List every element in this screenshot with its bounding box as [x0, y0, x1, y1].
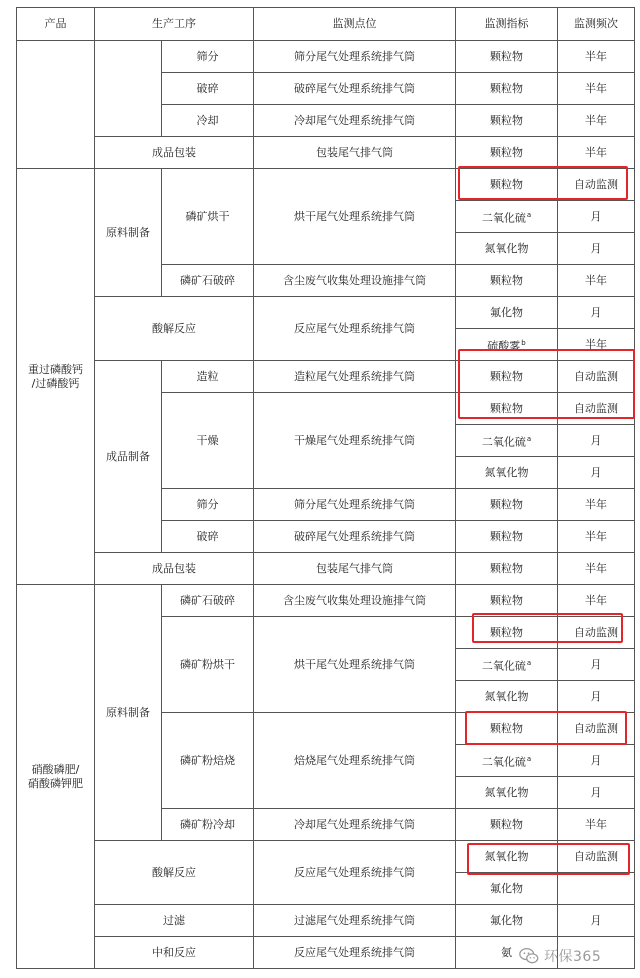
table-row: [17, 905, 635, 937]
indicator-cell: [456, 329, 558, 361]
footnote-mark: a: [526, 210, 532, 219]
subprocess-cell: 磷矿粉烘干: [162, 617, 254, 713]
frequency-cell: 自动监测: [558, 169, 635, 201]
footnote-mark: a: [526, 658, 532, 667]
point-cell: 破碎尾气处理系统排气筒: [254, 73, 456, 105]
frequency-cell: 月: [558, 745, 635, 777]
wechat-icon: [518, 945, 540, 967]
indicator-cell: 颗粒物: [456, 393, 558, 425]
point-cell: 冷却尾气处理系统排气筒: [254, 105, 456, 137]
product-cell: 硝酸磷肥/ 硝酸磷钾肥: [17, 585, 95, 969]
table-row: [17, 297, 635, 329]
point-cell: 烘干尾气处理系统排气筒: [254, 169, 456, 265]
frequency-cell: 自动监测: [558, 841, 635, 873]
subprocess-cell: 冷却: [162, 105, 254, 137]
indicator-cell: 氟化物: [456, 297, 558, 329]
indicator-cell: [456, 425, 558, 457]
subprocess-cell: 磷矿粉冷却: [162, 809, 254, 841]
process-cell: 原料制备: [95, 169, 162, 297]
indicator-text: 二氧化硫: [481, 211, 526, 225]
indicator-cell: 氮氧化物: [456, 233, 558, 265]
frequency-cell: 月: [558, 457, 635, 489]
table-row: [17, 169, 635, 201]
frequency-cell: 月: [558, 649, 635, 681]
process-cell: 酸解反应: [95, 297, 254, 361]
frequency-cell: [558, 873, 635, 905]
indicator-cell: 颗粒物: [456, 41, 558, 73]
subprocess-cell: 破碎: [162, 73, 254, 105]
indicator-cell: 颗粒物: [456, 585, 558, 617]
point-cell: 包装尾气排气筒: [254, 137, 456, 169]
footnote-mark: a: [526, 754, 532, 763]
indicator-cell: [456, 649, 558, 681]
indicator-cell: 氨: [456, 937, 558, 969]
process-cell: 成品制备: [95, 361, 162, 553]
table-row: [17, 41, 635, 73]
indicator-text: 硫酸雾: [487, 339, 521, 353]
frequency-cell: 半年: [558, 41, 635, 73]
product-cell: [17, 41, 95, 169]
indicator-cell: 颗粒物: [456, 105, 558, 137]
frequency-cell: 月: [558, 777, 635, 809]
point-cell: 筛分尾气处理系统排气筒: [254, 41, 456, 73]
header-frequency: 监测频次: [558, 8, 635, 41]
indicator-text: 二氧化硫: [481, 659, 526, 673]
header-indicator: 监测指标: [456, 8, 558, 41]
frequency-cell: 半年: [558, 265, 635, 297]
table-row: [17, 841, 635, 873]
watermark: [518, 938, 638, 974]
frequency-cell: 自动监测: [558, 713, 635, 745]
point-cell: 冷却尾气处理系统排气筒: [254, 809, 456, 841]
header-product: 产品: [17, 8, 95, 41]
point-cell: 破碎尾气处理系统排气筒: [254, 521, 456, 553]
point-cell: 含尘废气收集处理设施排气筒: [254, 585, 456, 617]
frequency-cell: 月: [558, 681, 635, 713]
subprocess-cell: 磷矿粉焙烧: [162, 713, 254, 809]
process-cell: 中和反应: [95, 937, 254, 969]
indicator-cell: 颗粒物: [456, 489, 558, 521]
point-cell: 筛分尾气处理系统排气筒: [254, 489, 456, 521]
point-cell: 反应尾气处理系统排气筒: [254, 937, 456, 969]
indicator-cell: 颗粒物: [456, 617, 558, 649]
point-cell: 焙烧尾气处理系统排气筒: [254, 713, 456, 809]
indicator-cell: [456, 745, 558, 777]
indicator-cell: 颗粒物: [456, 809, 558, 841]
frequency-cell: 半年: [558, 585, 635, 617]
product-cell: 重过磷酸钙 /过磷酸钙: [17, 169, 95, 585]
indicator-text: 二氧化硫: [481, 435, 526, 449]
watermark-text: 环保365: [544, 949, 602, 965]
indicator-cell: 颗粒物: [456, 361, 558, 393]
frequency-cell: 半年: [558, 105, 635, 137]
point-cell: 干燥尾气处理系统排气筒: [254, 393, 456, 489]
process-cell: 酸解反应: [95, 841, 254, 905]
indicator-cell: 颗粒物: [456, 521, 558, 553]
subprocess-cell: 干燥: [162, 393, 254, 489]
frequency-cell: 半年: [558, 329, 635, 361]
point-cell: 过滤尾气处理系统排气筒: [254, 905, 456, 937]
indicator-cell: 氟化物: [456, 905, 558, 937]
indicator-cell: 颗粒物: [456, 713, 558, 745]
indicator-cell: 氮氧化物: [456, 841, 558, 873]
process-cell: [95, 41, 162, 137]
frequency-cell: 半年: [558, 521, 635, 553]
process-cell: 成品包装: [95, 553, 254, 585]
frequency-cell: 月: [558, 297, 635, 329]
frequency-cell: 月: [558, 905, 635, 937]
process-cell: 成品包装: [95, 137, 254, 169]
point-cell: 烘干尾气处理系统排气筒: [254, 617, 456, 713]
frequency-cell: 半年: [558, 553, 635, 585]
point-cell: 包装尾气排气筒: [254, 553, 456, 585]
table-header-row: [17, 8, 635, 41]
subprocess-cell: 磷矿石破碎: [162, 585, 254, 617]
indicator-cell: 氟化物: [456, 873, 558, 905]
frequency-cell: 月: [558, 233, 635, 265]
table-row: [17, 585, 635, 617]
process-cell: 原料制备: [95, 585, 162, 841]
frequency-cell: 半年: [558, 489, 635, 521]
indicator-cell: 颗粒物: [456, 73, 558, 105]
frequency-cell: 自动监测: [558, 617, 635, 649]
indicator-cell: [456, 201, 558, 233]
table-row: [17, 137, 635, 169]
frequency-cell: 自动监测: [558, 393, 635, 425]
indicator-cell: 氮氧化物: [456, 457, 558, 489]
point-cell: 造粒尾气处理系统排气筒: [254, 361, 456, 393]
subprocess-cell: 磷矿烘干: [162, 169, 254, 265]
table-row: [17, 553, 635, 585]
indicator-cell: 颗粒物: [456, 553, 558, 585]
monitoring-table: [16, 7, 635, 969]
footnote-mark: b: [521, 338, 526, 347]
table-row: [17, 361, 635, 393]
header-point: 监测点位: [254, 8, 456, 41]
frequency-cell: 半年: [558, 809, 635, 841]
indicator-cell: 颗粒物: [456, 137, 558, 169]
indicator-cell: 氮氧化物: [456, 777, 558, 809]
indicator-text: 二氧化硫: [481, 755, 526, 769]
indicator-cell: 氮氧化物: [456, 681, 558, 713]
process-cell: 过滤: [95, 905, 254, 937]
frequency-cell: 月: [558, 425, 635, 457]
subprocess-cell: 磷矿石破碎: [162, 265, 254, 297]
point-cell: 含尘废气收集处理设施排气筒: [254, 265, 456, 297]
indicator-cell: 颗粒物: [456, 265, 558, 297]
point-cell: 反应尾气处理系统排气筒: [254, 297, 456, 361]
header-process: 生产工序: [95, 8, 254, 41]
frequency-cell: 半年: [558, 137, 635, 169]
subprocess-cell: 破碎: [162, 521, 254, 553]
point-cell: 反应尾气处理系统排气筒: [254, 841, 456, 905]
footnote-mark: a: [526, 434, 532, 443]
frequency-cell: 月: [558, 201, 635, 233]
subprocess-cell: 筛分: [162, 41, 254, 73]
subprocess-cell: 造粒: [162, 361, 254, 393]
subprocess-cell: 筛分: [162, 489, 254, 521]
frequency-cell: 自动监测: [558, 361, 635, 393]
indicator-cell: 颗粒物: [456, 169, 558, 201]
frequency-cell: 半年: [558, 73, 635, 105]
